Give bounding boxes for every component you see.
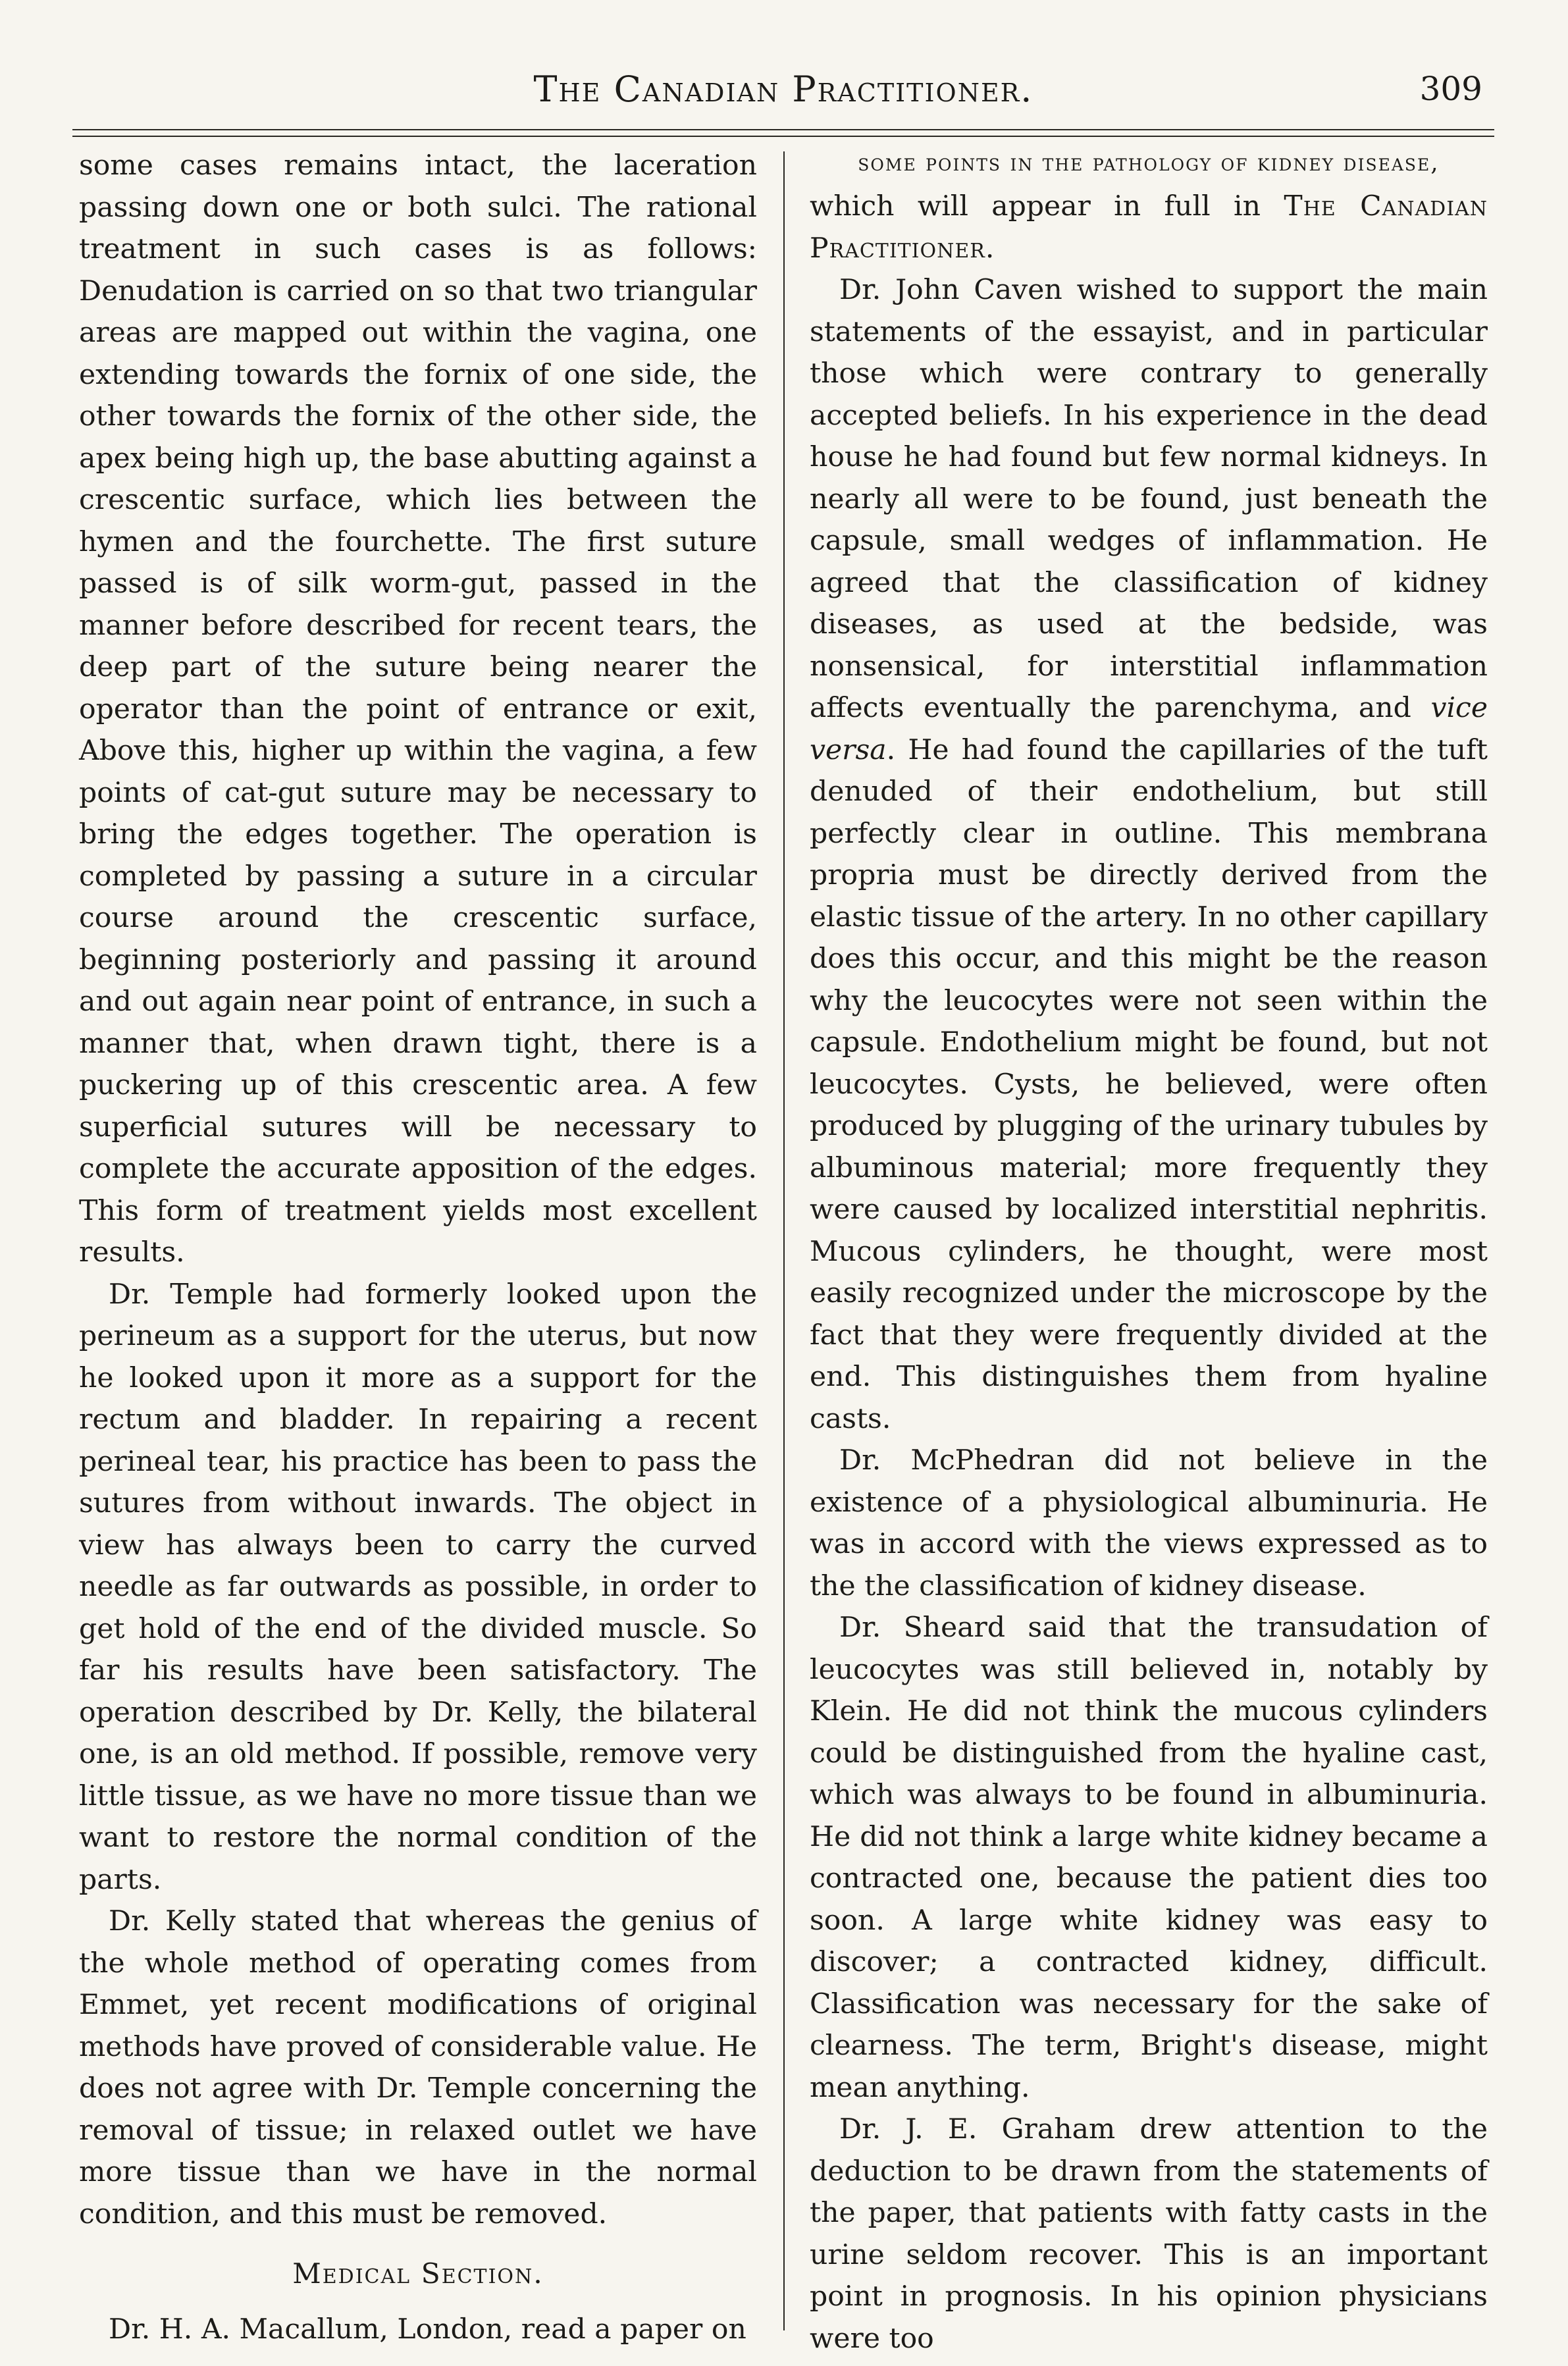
running-head (72, 66, 1494, 125)
right-p2-part-a: Dr. John Caven wished to support the main statements of the essayist, and in particular those which were contrary to generally accepted beliefs. In his experience in the dead house he had found but few normal kidneys. In nearly all were to be found, just beneath the capsule, small wedges of inflammation. He agreed that the classification of kidney diseases, as used at the bedside, was nonsensical, for interstitial inflammation affects eventually the parenchyma, and (810, 274, 1488, 724)
left-column (79, 145, 757, 2346)
section-heading: Medical Section. (292, 2258, 544, 2290)
right-p1-prefix: which will appear in full in (810, 190, 1284, 223)
italic-phrase: vice versa (810, 692, 1488, 766)
right-paragraph-1 (810, 186, 1488, 269)
left-paragraph-2: Dr. Temple had formerly looked upon the perineum as a support for the uterus, but now he looked upon it more as a support for the rectum and bladder. In repairing a recent perineal tear, his practice has been to pass the sutures from without inwards. The object in view has always been to carry the curved needle as far outwards as possible, in order to get hold of the end of the divided muscle. So far his results have been satisfactory. The operation described by Dr. Kelly, the bilateral one, is an old method. If possible, remove very little tissue, as we have no more tissue than we want to restore the normal condition of the parts. (79, 1278, 757, 1896)
right-column (810, 145, 1488, 2355)
right-paragraph-3: Dr. McPhedran did not believe in the existence of a physiological albuminuria. He was in accord with the views expressed as to the the classification of kidney disease. (810, 1444, 1488, 1602)
text-columns (72, 145, 1494, 2355)
left-paragraph-1: some cases remains intact, the laceration passing down one or both sulci. The rational treatment in such cases is as follows: Denudation is carried on so that two triangular areas are mapped out within the vagina, one extending towards the fornix of one side, the other towards the fornix of the other side, the apex being high up, the base abutting against a crescentic surface, which lies between the hymen and the fourchette. The first suture passed is of silk worm-gut, passed in the manner before described for recent tears, the deep part of the suture being nearer the operator than the point of entrance or exit, Above this, higher up within the vagina, a few points of cat-gut suture may be necessary to bring the edges together. The operation is completed by passing a suture in a circular course around the crescentic surface, beginning posteriorly and passing it around and out again near point of entrance, in such a manner that, when drawn tight, there is a puckering up of this crescentic area. A few superficial sutures will be necessary to complete the accurate apposition of the edges. This form of treatment yields most excellent results. (79, 149, 757, 1269)
header-double-rule (72, 129, 1494, 137)
right-paragraph-5: Dr. J. E. Graham drew attention to the deduction to be drawn from the statements of the paper, that patients with fatty casts in the urine seldom recover. This is an important point in prognosis. In his opinion physicians were too (810, 2113, 1488, 2355)
journal-page (72, 66, 1494, 2355)
right-paragraph-2 (810, 269, 1488, 1440)
right-p1-suffix: . (985, 232, 995, 265)
right-p2-part-b: . He had found the capillaries of the tuft denuded of their endothelium, but still perfectly clear in outline. This membrana propria must be directly derived from the elastic tissue of the artery. In no other capillary does this occur, and this might be the reason why the leucocytes were not seen within the capsule. Endothelium might be found, but not leucocytes. Cysts, he believed, were often produced by plugging of the urinary tubules by albuminous material; more frequently they were caused by localized interstitial nephritis. Mucous cylinders, he thought, were most easily recognized under the microscope by the fact that they were frequently divided at the end. This distinguishes them from hyaline casts. (810, 733, 1488, 1435)
paper-title: some points in the pathology of kidney disease, (858, 149, 1440, 176)
running-title: The Canadian Practitioner. (533, 68, 1033, 110)
right-paragraph-4: Dr. Sheard said that the transudation of leucocytes was still believed in, notably by Klein. He did not think the mucous cylinders could be distinguished from the hyaline cast, which was always to be found in albuminuria. He did not think a large white kidney became a contracted one, because the patient dies too soon. A large white kidney was easy to discover; a contracted kidney, difficult. Classification was necessary for the sake of clearness. The term, Bright's disease, might mean anything. (810, 1612, 1488, 2104)
left-paragraph-4: Dr. H. A. Macallum, London, read a paper on (109, 2313, 746, 2346)
journal-name: The Canadian Practitioner (810, 190, 1488, 265)
column-divider (783, 151, 785, 2330)
left-paragraph-3: Dr. Kelly stated that whereas the genius of the whole method of operating comes from Emmet, yet recent modifications of original methods have proved of considerable value. He does not agree with Dr. Temple concerning the removal of tissue; in relaxed outlet we have more tissue than we have in the normal condition, and this must be removed. (79, 1905, 757, 2230)
page-number: 309 (1419, 70, 1482, 108)
